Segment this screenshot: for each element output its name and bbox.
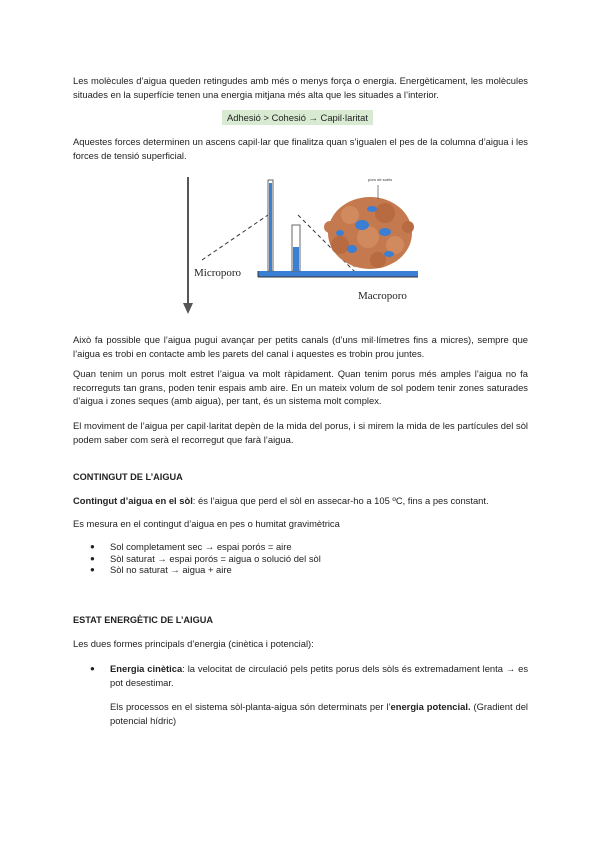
paragraph-small-channels: Això fa possible que l’aigua pugui avançar per petits canals (d’uns mil·límetres fins a micres), sempre que l’aigua es trobi en contacte amb les parets del canal i aquestes es trobin prou juntes. bbox=[73, 334, 528, 359]
paragraph-energy-forms: Les dues formes principals d’energia (cinètica i potencial): bbox=[73, 638, 314, 649]
water-basin bbox=[258, 271, 418, 277]
list-item: ● Sòl saturat → espai porós = aigua o solució del sòl bbox=[90, 552, 321, 564]
definition-term: Contingut d’aigua en el sòl bbox=[73, 495, 193, 506]
label-macropore: Macroporo bbox=[358, 290, 407, 302]
bullet-icon: ● bbox=[90, 565, 95, 574]
list-item: ● Energia cinètica: la velocitat de circulació pels petits porus dels sòls és extremadament lenta → es pot desestimar. bbox=[90, 663, 529, 688]
label-pore: poro de suelo bbox=[368, 177, 393, 182]
paragraph-molecules: Les molècules d’aigua queden retingudes amb més o menys força o energia. Energèticament, les molècules situades en la superfície tenen una energia mitjana més alta que les situades a l’interior. bbox=[73, 75, 528, 100]
capillarity-figure bbox=[180, 175, 430, 315]
narrow-tube-water bbox=[269, 183, 272, 271]
bullet-icon: ● bbox=[90, 664, 95, 673]
paragraph-capillary-movement: El moviment de l’aigua per capil·laritat depèn de la mida del porus, i si mirem la mida de les partícules del sòl podem saber com serà el recorregut que farà l’aigua. bbox=[73, 420, 528, 445]
bullet-icon: ● bbox=[90, 553, 95, 563]
vertical-arrow-head bbox=[183, 303, 193, 314]
soil-aggregate bbox=[324, 197, 414, 269]
list-item: ● Sòl no saturat → aigua + aire bbox=[90, 564, 232, 575]
bullet-icon: ● bbox=[90, 542, 95, 551]
paragraph-pore-width: Quan tenim un porus molt estret l’aigua va molt ràpidament. Quan tenim porus més amples l’aigua no fa recorreguts tan grans, poden tenir espais amb aire. En un mateix volum de sol podem tenir zones saturades d’aigua i zones seques (amb aigua), per tant, és un sistema molt complex. bbox=[73, 368, 528, 406]
heading-water-content: CONTINGUT DE L’AIGUA bbox=[73, 472, 183, 482]
highlight-formula: Adhesió > Cohesió → Capil·laritat bbox=[222, 110, 373, 125]
water-states-list bbox=[90, 541, 321, 576]
list-item: ● Sol completament sec → espai porós = aire bbox=[90, 541, 292, 552]
medium-tube-water bbox=[293, 247, 299, 271]
dashed-line-micro bbox=[202, 215, 268, 260]
label-micropore: Microporo bbox=[194, 267, 242, 279]
paragraph-capillary-rise: Aquestes forces determinen un ascens capil·lar que finalitza quan s’igualen el pes de la columna d’aigua i les forces de tensió superficial. bbox=[73, 136, 528, 161]
definition-text: : és l’aigua que perd el sòl en assecar-ho a 105 ºC, fins a pes constant. bbox=[192, 495, 489, 506]
definition-water-content bbox=[73, 494, 528, 508]
heading-energy-state: ESTAT ENERGÈTIC DE L’AIGUA bbox=[73, 615, 214, 625]
paragraph-potential-energy: Els processos en el sistema sòl-planta-aigua són determinats per l’energia potencial. (Gradient del potencial hídric) bbox=[110, 701, 528, 726]
energy-list bbox=[90, 662, 528, 690]
paragraph-measurement: Es mesura en el contingut d’aigua en pes o humitat gravimètrica bbox=[73, 518, 340, 529]
